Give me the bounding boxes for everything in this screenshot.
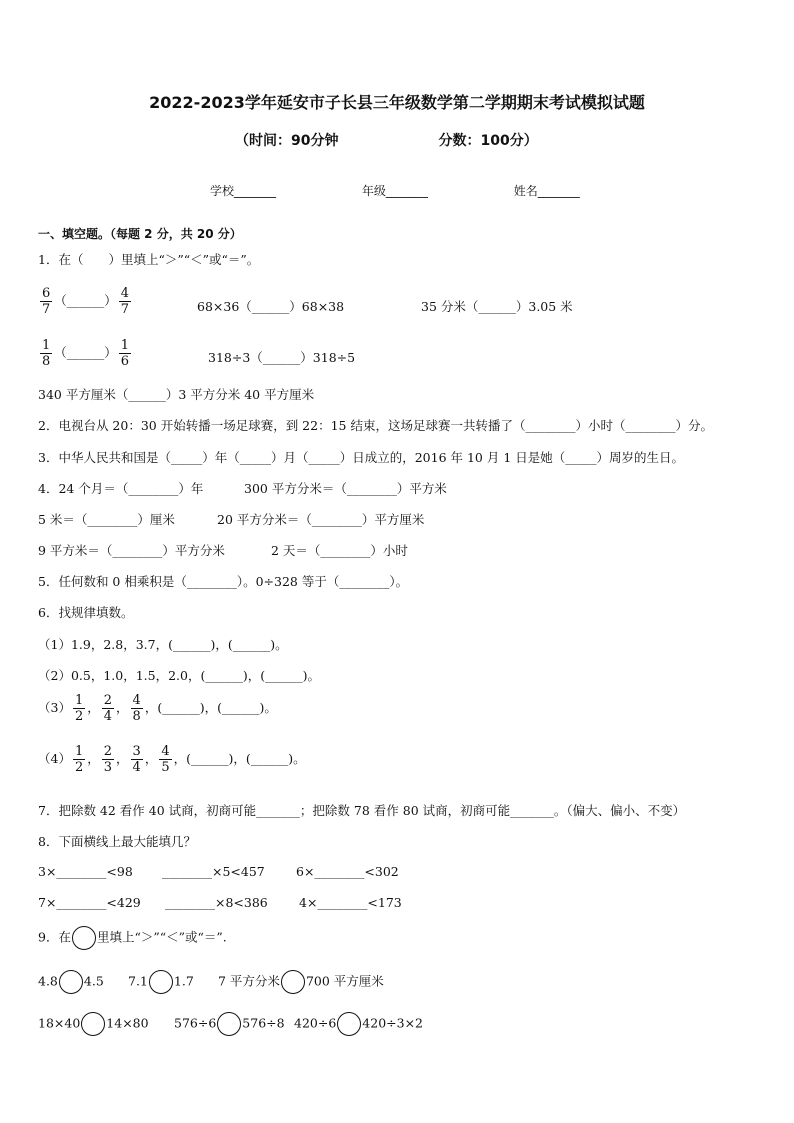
circle-blank-icon (72, 926, 96, 950)
sub-label: （3） (38, 700, 71, 715)
question-1-item[interactable]: 35 分米（______）3.05 米 (421, 299, 573, 314)
compare-circle[interactable] (281, 970, 305, 994)
question-8-e[interactable]: ________×8<386 (165, 895, 268, 910)
compare-item: 420÷6 420÷3×2 (294, 1012, 423, 1036)
fraction: $\frac{4}{8}$ (132, 693, 141, 724)
separator: ， (116, 751, 129, 766)
fraction: $\frac{4}{7}$ (120, 286, 130, 317)
question-9-row-2 (38, 1012, 423, 1036)
fraction: $\frac{1}{2}$ (74, 693, 84, 724)
question-4-c[interactable]: 5 米＝（________）厘米 (38, 512, 175, 527)
exam-info (235, 130, 538, 150)
question-1-row-2 (38, 338, 133, 369)
question-8-d[interactable]: 7×________<429 (38, 895, 141, 910)
answer-blanks[interactable]: ，(______)，(______)。 (144, 700, 277, 715)
compare-circle[interactable] (59, 970, 83, 994)
question-7[interactable]: 7．把除数 42 看作 40 试商，初商可能_______；把除数 78 看作 80 试商，初商可能_______。（偏大、偏小、不变） (38, 803, 686, 818)
compare-circle[interactable] (337, 1012, 361, 1036)
question-4-e[interactable]: 9 平方米＝（________）平方分米 (38, 543, 225, 558)
fraction: $\frac{4}{5}$ (161, 744, 170, 775)
fraction: $\frac{3}{4}$ (132, 744, 141, 775)
separator: ， (116, 700, 129, 715)
question-1-row-1 (38, 286, 133, 317)
question-1-item[interactable]: 318÷3（______）318÷5 (208, 350, 356, 365)
question-6-sub-2[interactable]: （2）0.5，1.0，1.5，2.0，(______)，(______)。 (38, 668, 320, 683)
question-8-stem: 8．下面横线上最大能填几？ (38, 834, 196, 849)
question-5[interactable]: 5．任何数和 0 相乘积是（________）。0÷328 等于（________）。 (38, 574, 409, 589)
answer-blanks[interactable]: ，(______)，(______)。 (173, 751, 306, 766)
fraction: $\frac{2}{4}$ (103, 693, 113, 724)
question-8-a[interactable]: 3×________<98 (38, 864, 133, 879)
school-field[interactable]: 学校_______ (210, 184, 277, 198)
question-3[interactable]: 3．中华人民共和国是（_____）年（_____）月（_____）日成立的，2016 年 10 月 1 日是她（_____）周岁的生日。 (38, 450, 684, 465)
question-4-f[interactable]: 2 天＝（________）小时 (271, 543, 408, 558)
question-4-a[interactable]: 4．24 个月＝（________）年 (38, 481, 204, 496)
question-8-c[interactable]: 6×________<302 (296, 864, 399, 879)
compare-circle[interactable] (217, 1012, 241, 1036)
sub-label: （4） (38, 751, 71, 766)
question-6-sub-4[interactable] (38, 744, 306, 775)
fraction: $\frac{2}{3}$ (103, 744, 113, 775)
fraction: $\frac{1}{6}$ (120, 338, 130, 369)
fraction: $\frac{1}{8}$ (42, 338, 51, 369)
page-title: 2022-2023学年延安市子长县三年级数学第二学期期末考试模拟试题 (149, 93, 645, 112)
section-title: 一、填空题。（每题 2 分，共 20 分） (38, 227, 242, 241)
separator: ， (87, 700, 100, 715)
question-6-sub-3[interactable] (38, 693, 277, 724)
question-1-row-3[interactable]: 340 平方厘米（______）3 平方分米 40 平方厘米 (38, 387, 315, 402)
name-field[interactable]: 姓名_______ (513, 184, 580, 198)
answer-blank[interactable]: （______） (54, 293, 117, 308)
exam-time: （时间：90分钟 (235, 133, 339, 149)
compare-item: 18×40 14×80 (38, 1012, 174, 1036)
grade-field[interactable]: 年级_______ (361, 184, 428, 198)
question-6-sub-1[interactable]: （1）1.9，2.8，3.7，(______)，(______)。 (38, 637, 288, 652)
exam-score: 分数：100分） (438, 133, 538, 149)
answer-blank[interactable]: （______） (54, 345, 117, 360)
question-8-f[interactable]: 4×________<173 (299, 895, 402, 910)
compare-circle[interactable] (149, 970, 173, 994)
question-8-b[interactable]: ________×5<457 (162, 864, 265, 879)
question-4-d[interactable]: 20 平方分米＝（________）平方厘米 (217, 512, 425, 527)
fraction: $\frac{6}{7}$ (42, 286, 51, 317)
question-6-stem: 6．找规律填数。 (38, 605, 134, 620)
compare-item: 7.1 1.7 (128, 970, 218, 994)
question-9-stem: 9．在 里填上“＞”“＜”或“＝”. (38, 926, 227, 950)
separator: ， (87, 751, 100, 766)
question-1-stem: 1．在（ ）里填上“＞”“＜”或“＝”。 (38, 252, 260, 267)
fraction: $\frac{1}{2}$ (74, 744, 84, 775)
compare-item: 4.8 4.5 (38, 970, 128, 994)
student-info (210, 182, 662, 199)
question-4-b[interactable]: 300 平方分米＝（________）平方米 (244, 481, 447, 496)
compare-item: 576÷6 576÷8 (174, 1012, 294, 1036)
question-9-row-1 (38, 970, 384, 994)
separator: ， (144, 751, 158, 766)
compare-item: 7 平方分米 700 平方厘米 (218, 970, 384, 994)
question-2[interactable]: 2．电视台从 20：30 开始转播一场足球赛，到 22：15 结束，这场足球赛一共转播了（________）小时（________）分。 (38, 418, 713, 433)
question-1-item[interactable]: 68×36（______）68×38 (197, 299, 345, 314)
compare-circle[interactable] (81, 1012, 105, 1036)
